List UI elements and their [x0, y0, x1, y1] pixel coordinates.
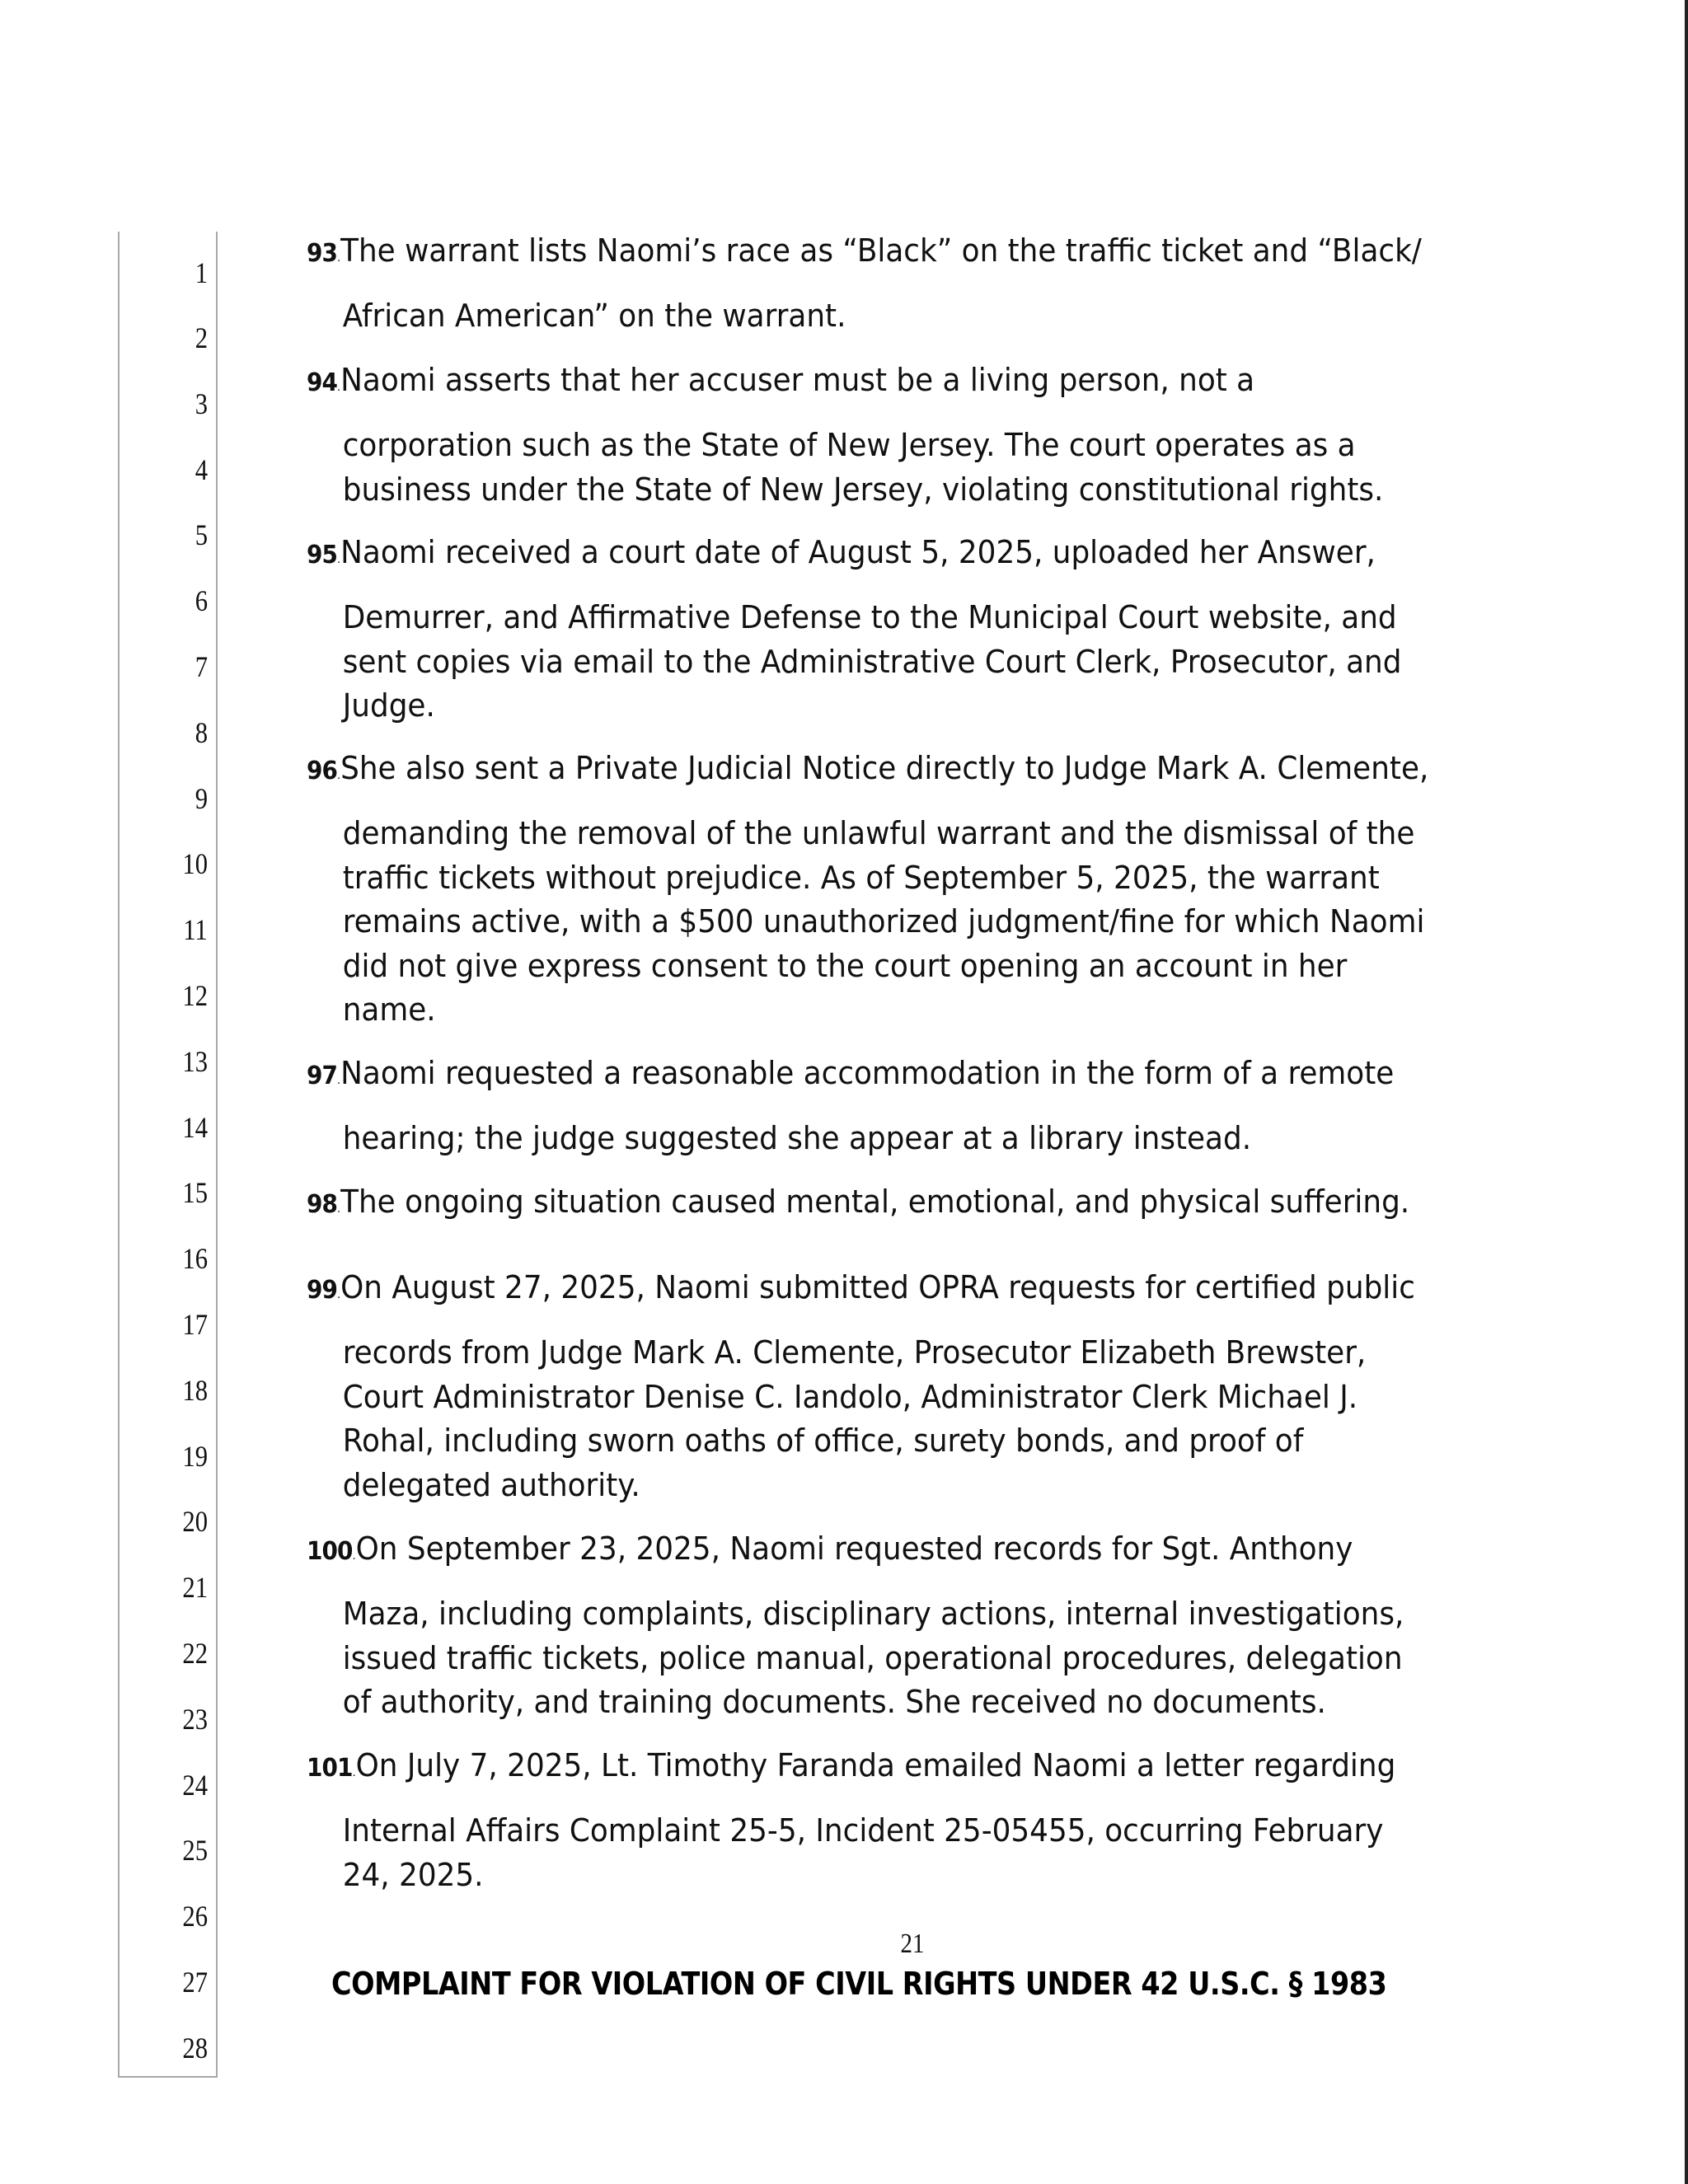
line-number: 8 [195, 716, 208, 749]
line-number: 11 [183, 913, 208, 946]
paragraph-number: 98 [307, 1190, 337, 1219]
line-number: 6 [195, 584, 208, 617]
line-number: 2 [195, 321, 208, 354]
paragraph-number: 96 [307, 757, 337, 785]
line-number: 5 [195, 518, 208, 551]
paragraph-text: traffic tickets without prejudice. As of September 5, 2025, the warrant [342, 859, 1380, 897]
paragraph-text: of authority, and training documents. She received no documents. [342, 1684, 1326, 1721]
line-number: 1 [195, 256, 208, 289]
paragraph-text: hearing; the judge suggested she appear at a library instead. [342, 1120, 1252, 1157]
paragraph-number: 95 [307, 541, 337, 569]
paragraph-text: She also sent a Private Judicial Notice directly to Judge Mark A. Clemente, [340, 750, 1429, 787]
line-number: 7 [195, 650, 208, 683]
line-number: 10 [182, 847, 208, 880]
line-number: 14 [182, 1111, 208, 1144]
paragraph-text: The warrant lists Naomi’s race as “Black” on the traffic ticket and “Black/ [340, 232, 1422, 269]
line-number: 19 [182, 1440, 208, 1473]
line-number: 27 [182, 1966, 208, 1999]
numbered-paragraph: 94.Naomi asserts that her accuser must be a living person, not a corporation such as the State of New Jersey. The court operates as a business under the State of New Jersey, violating constitutional rights. [307, 359, 1503, 512]
line-number: 18 [182, 1374, 208, 1407]
footer-title: COMPLAINT FOR VIOLATION OF CIVIL RIGHTS UNDER 42 U.S.C. § 1983 [331, 1966, 1387, 2002]
line-number: 4 [195, 453, 208, 486]
line-number: 28 [182, 2032, 208, 2064]
paragraph-number: 94 [307, 368, 337, 397]
line-number: 20 [182, 1505, 208, 1538]
line-number: 24 [182, 1769, 208, 1802]
paragraph-text: records from Judge Mark A. Clemente, Prosecutor Elizabeth Brewster, [342, 1334, 1367, 1371]
line-number-margin [118, 232, 218, 2078]
paragraph-text: Rohal, including sworn oaths of office, surety bonds, and proof of [342, 1422, 1304, 1460]
line-number: 21 [182, 1571, 208, 1604]
paragraph-text: issued traffic tickets, police manual, operational procedures, delegation [342, 1639, 1403, 1677]
paragraph-text: Internal Affairs Complaint 25-5, Incident 25-05455, occurring February [342, 1812, 1384, 1849]
numbered-paragraph: 93.The warrant lists Naomi’s race as “Black” on the traffic ticket and “Black/ African American” on the warrant. [307, 230, 1503, 339]
paragraph-text: The ongoing situation caused mental, emotional, and physical suffering. [340, 1183, 1410, 1221]
paragraph-text: sent copies via email to the Administrative Court Clerk, Prosecutor, and [342, 643, 1402, 681]
numbered-paragraph: 100.On September 23, 2025, Naomi requested records for Sgt. Anthony Maza, including complaints, disciplinary actions, internal investigations, issued traffic tickets, police manual, operational procedures, delegation of authority, and training documents. She received no documents. [307, 1528, 1503, 1725]
paragraph-text: 24, 2025. [342, 1856, 484, 1894]
numbered-paragraph: 96.She also sent a Private Judicial Notice directly to Judge Mark A. Clemente, demanding the removal of the unlawful warrant and the dismissal of the traffic tickets without prejudice. As of September 5, 2025, the warrant remains active, with a $500 unauthorized judgment/fine for which Naomi did not give express consent to the court opening an account in her name. [307, 748, 1503, 1033]
paragraph-text: On August 27, 2025, Naomi submitted OPRA requests for certified public [340, 1269, 1415, 1306]
line-number: 23 [182, 1703, 208, 1736]
paragraph-text: delegated authority. [342, 1466, 640, 1504]
numbered-paragraph: 95.Naomi received a court date of August 5, 2025, uploaded her Answer, Demurrer, and Affirmative Defense to the Municipal Court website, and sent copies via email to the Administrative Court Clerk, Prosecutor, and Judge. [307, 532, 1503, 729]
paragraph-text: Court Administrator Denise C. Iandolo, Administrator Clerk Michael J. [342, 1378, 1358, 1416]
page-number: 21 [900, 1929, 925, 1959]
paragraph-number: 93 [307, 239, 337, 268]
paragraph-text: business under the State of New Jersey, violating constitutional rights. [342, 471, 1384, 509]
numbered-paragraph: 101.On July 7, 2025, Lt. Timothy Faranda emailed Naomi a letter regarding Internal Affairs Complaint 25-5, Incident 25-05455, occurring February 24, 2025. [307, 1745, 1503, 1897]
paragraph-text: remains active, with a $500 unauthorized judgment/fine for which Naomi [342, 903, 1425, 940]
paragraph-text: corporation such as the State of New Jersey. The court operates as a [342, 427, 1356, 464]
line-number: 22 [182, 1637, 208, 1670]
paragraph-text: African American” on the warrant. [342, 298, 846, 335]
paragraph-text: Maza, including complaints, disciplinary actions, internal investigations, [342, 1596, 1404, 1633]
paragraph-text: Naomi asserts that her accuser must be a living person, not a [340, 362, 1255, 399]
paragraph-text: demanding the removal of the unlawful warrant and the dismissal of the [342, 815, 1415, 852]
paragraph-text: Naomi received a court date of August 5, 2025, uploaded her Answer, [340, 534, 1376, 571]
numbered-paragraph: 97.Naomi requested a reasonable accommodation in the form of a remote hearing; the judge suggested she appear at a library instead. [307, 1052, 1503, 1161]
line-number: 26 [182, 1900, 208, 1933]
paragraph-text: Demurrer, and Affirmative Defense to the Municipal Court website, and [342, 599, 1397, 636]
numbered-paragraph: 99.On August 27, 2025, Naomi submitted OPRA requests for certified public records from Judge Mark A. Clemente, Prosecutor Elizabeth Brewster, Court Administrator Denise C. Iandolo, Administrator Clerk Michael J. Rohal, including sworn oaths of office, surety bonds, and proof of delegated authority. [307, 1267, 1503, 1507]
paragraph-text: name. [342, 991, 436, 1029]
paragraph-text: Naomi requested a reasonable accommodation in the form of a remote [340, 1055, 1395, 1092]
paragraph-number: 97 [307, 1062, 337, 1090]
paragraph-text: did not give express consent to the court opening an account in her [342, 947, 1348, 985]
line-number: 17 [182, 1308, 208, 1341]
line-number: 12 [182, 979, 208, 1012]
paragraph-text: Judge. [342, 687, 435, 724]
numbered-paragraph: 98.The ongoing situation caused mental, emotional, and physical suffering. [307, 1183, 1410, 1221]
paragraph-text: On September 23, 2025, Naomi requested records for Sgt. Anthony [355, 1530, 1353, 1568]
line-number: 9 [195, 782, 208, 815]
line-number: 13 [182, 1045, 208, 1078]
paragraph-number: 100 [307, 1537, 353, 1566]
paragraph-number: 101 [307, 1754, 353, 1783]
paragraph-number: 99 [307, 1276, 337, 1305]
paragraph-text: On July 7, 2025, Lt. Timothy Faranda emailed Naomi a letter regarding [355, 1747, 1396, 1784]
line-number: 15 [182, 1176, 208, 1209]
page-edge-divider [1685, 0, 1688, 2184]
line-number: 25 [182, 1834, 208, 1867]
line-number: 16 [182, 1242, 208, 1275]
line-number: 3 [195, 387, 208, 420]
